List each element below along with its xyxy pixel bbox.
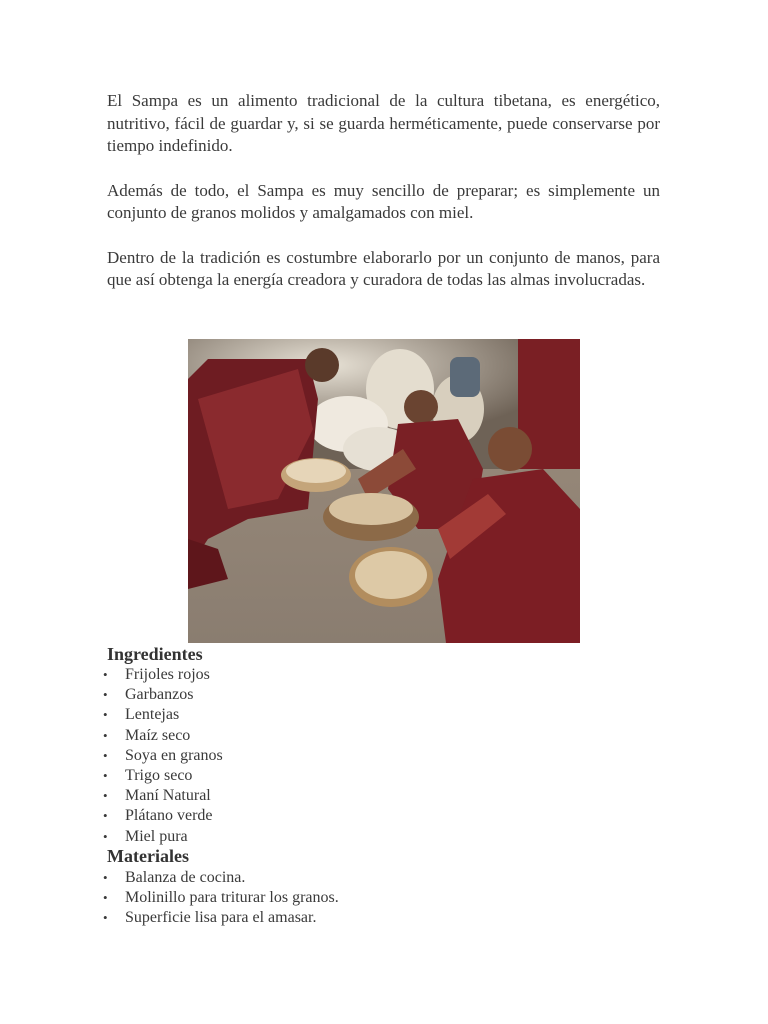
paragraph-intro: El Sampa es un alimento tradicional de la cultura tibetana, es energético, nutritivo, fácil de guardar y, si se guarda herméticamente, puede conservarse por tiempo indefinido. [107, 91, 660, 155]
bullet-icon: • [103, 808, 108, 824]
list-item: • Maíz seco [101, 726, 223, 746]
bullet-icon: • [103, 767, 108, 783]
materials-list [101, 868, 339, 929]
monks-photo [188, 339, 580, 643]
bullet-icon: • [103, 687, 108, 703]
list-item: • Maní Natural [101, 786, 223, 806]
list-item: • Garbanzos [101, 685, 223, 705]
list-item: • Frijoles rojos [101, 665, 223, 685]
bullet-icon: • [103, 890, 108, 906]
bullet-icon: • [103, 727, 108, 743]
bullet-icon: • [103, 788, 108, 804]
list-item: • Soya en granos [101, 746, 223, 766]
list-item: • Lentejas [101, 705, 223, 725]
bullet-icon: • [103, 910, 108, 926]
bullet-icon: • [103, 870, 108, 885]
materials-heading: Materiales [107, 846, 189, 866]
list-item: • Miel pura [101, 827, 223, 847]
list-item: • Trigo seco [101, 766, 223, 786]
paragraph-tradition: Dentro de la tradición es costumbre elaborarlo por un conjunto de manos, para que así obtenga la energía creadora y curadora de todas las almas involucradas. [107, 247, 660, 289]
bullet-icon: • [103, 747, 108, 763]
bullet-icon: • [103, 667, 108, 682]
paragraph-preparation: Además de todo, el Sampa es muy sencillo de preparar; es simplemente un conjunto de granos molidos y amalgamados con miel. [107, 180, 660, 222]
ingredients-heading: Ingredientes [107, 644, 203, 664]
document-body [107, 90, 660, 292]
bullet-icon: • [103, 828, 108, 844]
list-item: • Balanza de cocina. [101, 868, 339, 888]
list-item: • Plátano verde [101, 806, 223, 826]
list-item: • Superficie lisa para el amasar. [101, 908, 339, 928]
bullet-icon: • [103, 707, 108, 723]
list-item: • Molinillo para triturar los granos. [101, 888, 339, 908]
ingredients-list [101, 665, 223, 847]
